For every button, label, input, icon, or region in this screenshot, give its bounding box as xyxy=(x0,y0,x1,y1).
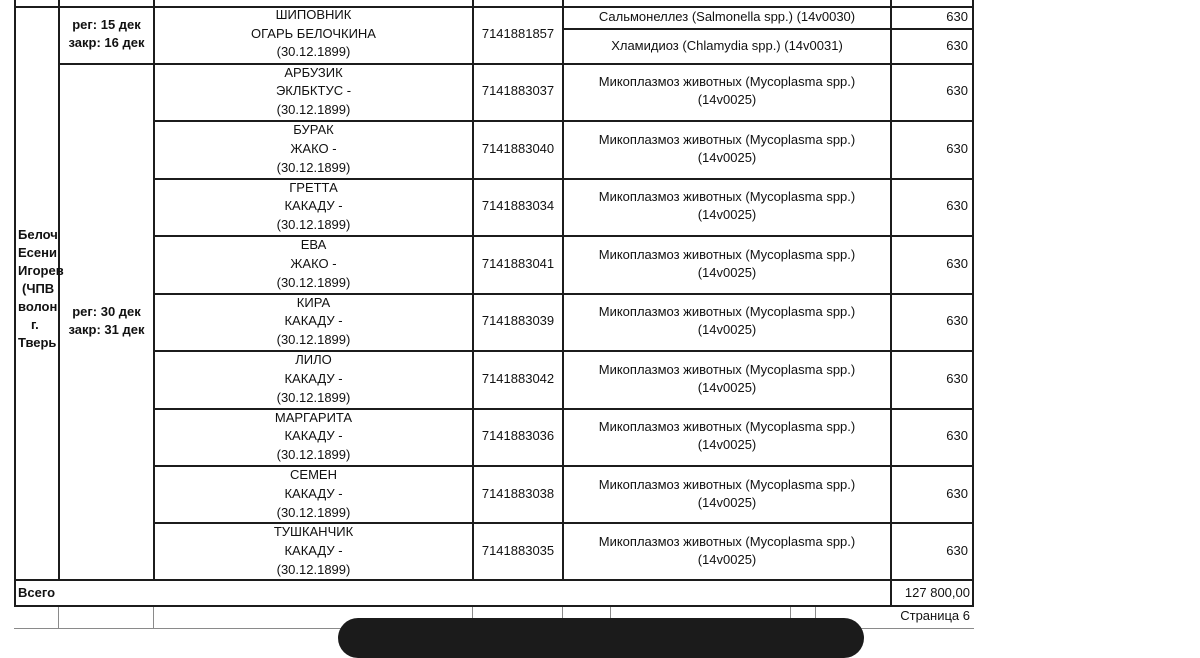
animal-breed: КАКАДУ - xyxy=(284,428,343,443)
animal-breed: ОГАРЬ БЕЛОЧКИНА xyxy=(251,26,376,41)
test-name: Микоплазмоз животных (Mycoplasma spp.) xyxy=(598,189,856,204)
owner-line: г. xyxy=(31,317,39,332)
closing-date: закр: 16 дек xyxy=(68,35,145,50)
test-price: 630 xyxy=(946,9,968,24)
animal-breed: КАКАДУ - xyxy=(284,198,343,213)
animal-name: АРБУЗИК xyxy=(284,65,343,80)
test-price: 630 xyxy=(946,313,968,328)
animal-name: БУРАК xyxy=(293,122,334,137)
test-name: Микоплазмоз животных (Mycoplasma spp.) xyxy=(598,362,856,377)
sample-id: 7141883038 xyxy=(481,486,555,501)
sample-id: 7141883035 xyxy=(481,543,555,558)
animal-name: СЕМЕН xyxy=(290,467,337,482)
animal-breed: КАКАДУ - xyxy=(284,313,343,328)
sample-id: 7141883034 xyxy=(481,198,555,213)
test-name: Микоплазмоз животных (Mycoplasma spp.) xyxy=(598,132,856,147)
grid-line xyxy=(153,607,154,629)
sample-id: 7141883036 xyxy=(481,428,555,443)
test-name: Микоплазмоз животных (Mycoplasma spp.) xyxy=(598,534,856,549)
test-price: 630 xyxy=(946,83,968,98)
animal-date: (30.12.1899) xyxy=(276,562,351,577)
test-price: 630 xyxy=(946,486,968,501)
test-code: (14v0025) xyxy=(697,265,757,280)
overlay-bar xyxy=(338,618,864,658)
animal-name: МАРГАРИТА xyxy=(274,410,353,425)
animal-breed: ЭКЛБКТУС - xyxy=(275,83,352,98)
animal-date: (30.12.1899) xyxy=(276,217,351,232)
test-code: (14v0025) xyxy=(697,380,757,395)
animal-name: ЕВА xyxy=(300,237,327,252)
animal-name: ГРЕТТА xyxy=(289,180,338,195)
animal-date: (30.12.1899) xyxy=(276,332,351,347)
animal-date: (30.12.1899) xyxy=(276,390,351,405)
test-price: 630 xyxy=(946,256,968,271)
closing-date: закр: 31 дек xyxy=(68,322,145,337)
owner-line: Есени xyxy=(18,245,57,260)
registration-date: рег: 15 дек xyxy=(72,17,141,32)
animal-date: (30.12.1899) xyxy=(276,275,351,290)
animal-name: ЛИЛО xyxy=(295,352,332,367)
animal-name: КИРА xyxy=(296,295,331,310)
owner-line: Игорев xyxy=(18,263,64,278)
owner-line: Белоч xyxy=(18,227,58,242)
test-name: Сальмонеллез (Salmonella spp.) (14v0030) xyxy=(598,9,856,24)
test-name: Микоплазмоз животных (Mycoplasma spp.) xyxy=(598,419,856,434)
animal-date: (30.12.1899) xyxy=(276,160,351,175)
test-price: 630 xyxy=(946,371,968,386)
sample-id: 7141883039 xyxy=(481,313,555,328)
grid-line xyxy=(562,28,974,30)
sample-id: 7141881857 xyxy=(481,26,555,41)
test-price: 630 xyxy=(946,38,968,53)
animal-date: (30.12.1899) xyxy=(276,505,351,520)
grid-line xyxy=(58,0,60,580)
animal-date: (30.12.1899) xyxy=(276,102,351,117)
animal-breed: КАКАДУ - xyxy=(284,371,343,386)
animal-breed: КАКАДУ - xyxy=(284,543,343,558)
test-code: (14v0025) xyxy=(697,150,757,165)
test-code: (14v0025) xyxy=(697,92,757,107)
animal-name: ШИПОВНИК xyxy=(275,7,352,22)
test-price: 630 xyxy=(946,543,968,558)
sample-id: 7141883040 xyxy=(481,141,555,156)
animal-breed: ЖАКО - xyxy=(290,256,337,271)
sample-id: 7141883037 xyxy=(481,83,555,98)
sample-id: 7141883041 xyxy=(481,256,555,271)
animal-name: ТУШКАНЧИК xyxy=(273,524,354,539)
total-label: Всего xyxy=(18,585,56,600)
test-name: Микоплазмоз животных (Mycoplasma spp.) xyxy=(598,304,856,319)
test-price: 630 xyxy=(946,141,968,156)
test-price: 630 xyxy=(946,198,968,213)
test-price: 630 xyxy=(946,428,968,443)
owner-line: (ЧПВ xyxy=(22,281,55,296)
registration-date: рег: 30 дек xyxy=(72,304,141,319)
animal-date: (30.12.1899) xyxy=(276,44,351,59)
total-value: 127 800,00 xyxy=(904,585,970,600)
test-name: Микоплазмоз животных (Mycoplasma spp.) xyxy=(598,477,856,492)
page-number: Страница 6 xyxy=(900,608,970,623)
animal-date: (30.12.1899) xyxy=(276,447,351,462)
test-code: (14v0025) xyxy=(697,322,757,337)
test-code: (14v0025) xyxy=(697,437,757,452)
test-name: Микоплазмоз животных (Mycoplasma spp.) xyxy=(598,74,856,89)
owner-line: волон xyxy=(18,299,58,314)
owner-cell xyxy=(16,226,64,358)
owner-line: Тверь xyxy=(18,335,57,350)
test-code: (14v0025) xyxy=(697,552,757,567)
test-name: Микоплазмоз животных (Mycoplasma spp.) xyxy=(598,247,856,262)
grid-line xyxy=(972,0,974,606)
grid-line xyxy=(14,605,974,607)
test-name: Хламидиоз (Chlamydia spp.) (14v0031) xyxy=(611,38,843,53)
sample-id: 7141883042 xyxy=(481,371,555,386)
grid-line xyxy=(14,579,974,581)
test-code: (14v0025) xyxy=(697,207,757,222)
test-code: (14v0025) xyxy=(697,495,757,510)
grid-line xyxy=(58,607,59,629)
animal-breed: КАКАДУ - xyxy=(284,486,343,501)
animal-breed: ЖАКО - xyxy=(290,141,337,156)
